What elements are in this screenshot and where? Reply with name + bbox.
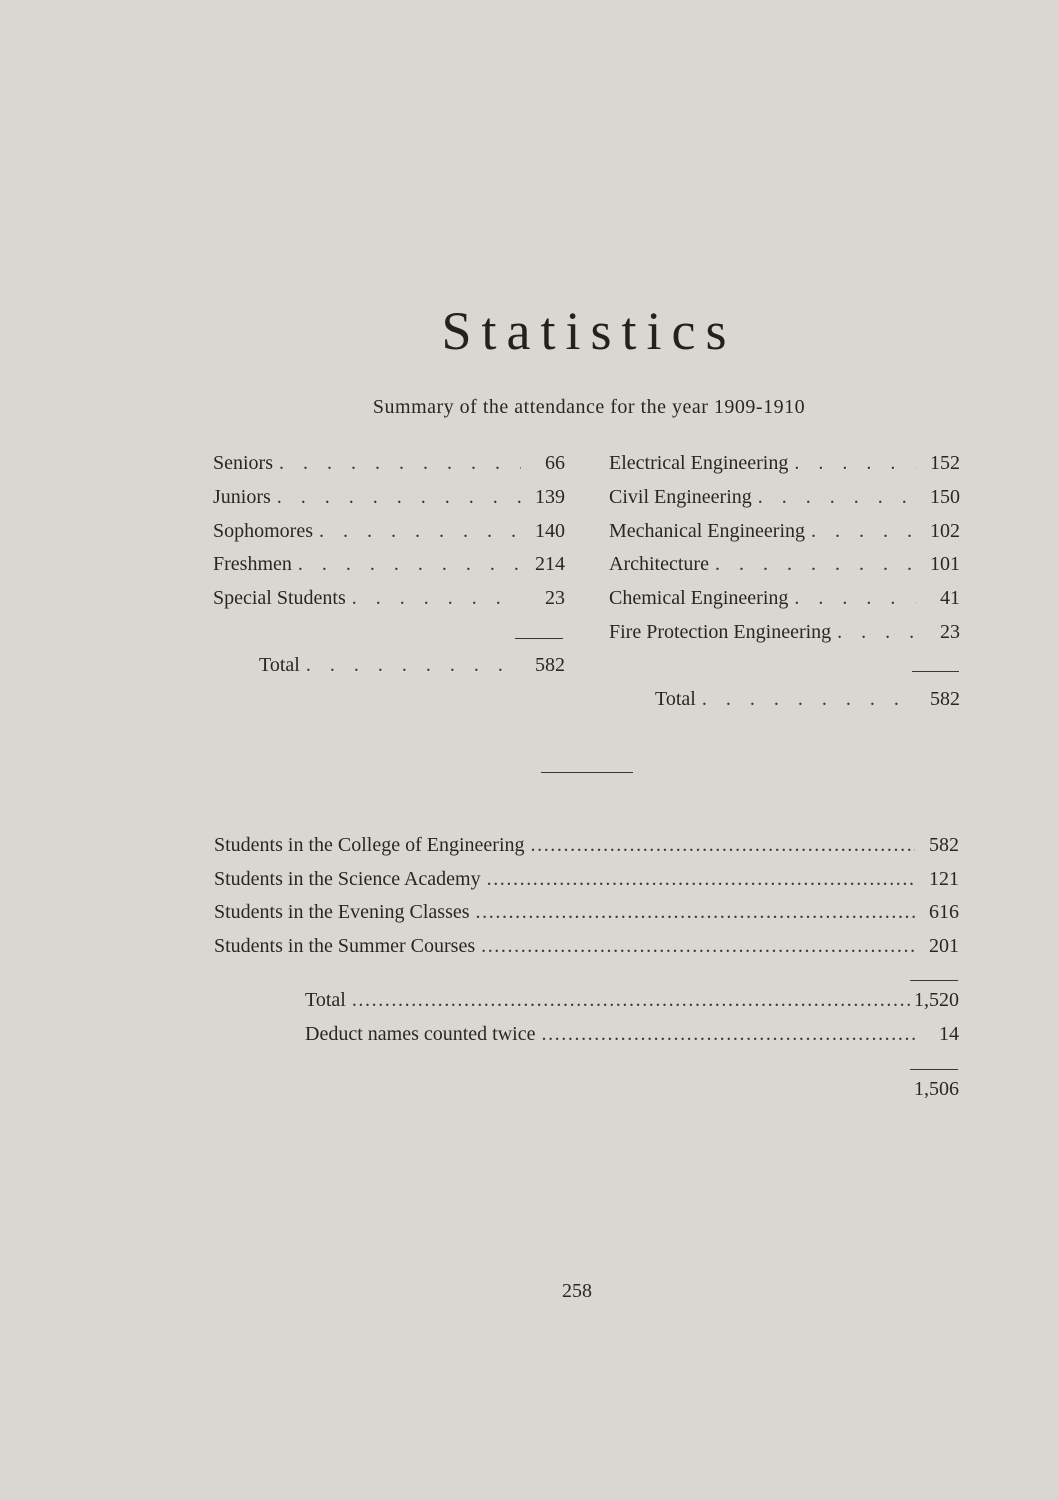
row-label: Seniors <box>213 452 273 474</box>
total-row <box>259 654 565 684</box>
page-title: Statistics <box>441 301 737 361</box>
table-row <box>609 621 960 651</box>
table-row <box>609 587 960 617</box>
leader-dots <box>273 452 521 475</box>
row-value: 616 <box>929 901 959 923</box>
row-value: 102 <box>930 520 960 542</box>
row-value: 121 <box>929 868 959 890</box>
total-label: Total <box>305 989 346 1011</box>
net-total-row <box>860 1078 959 1108</box>
table-row <box>213 452 565 482</box>
leader-dots <box>709 553 916 576</box>
section-divider <box>541 772 633 773</box>
row-value: 152 <box>930 452 960 474</box>
leader-dots <box>300 654 521 677</box>
leader-dots <box>752 486 916 509</box>
row-value: 140 <box>535 520 565 542</box>
table-row <box>609 452 960 482</box>
row-label: Architecture <box>609 553 709 575</box>
leader-dots <box>346 587 521 610</box>
row-value: 201 <box>929 935 959 957</box>
leader-dots <box>788 452 916 475</box>
table-row <box>609 553 960 583</box>
leader-dots <box>525 834 916 857</box>
leader-dots <box>788 587 916 610</box>
net-total-value: 1,506 <box>914 1078 959 1100</box>
leader-dots <box>696 688 916 711</box>
leader-dots <box>535 1023 915 1046</box>
deduct-row <box>305 1023 959 1053</box>
sum-rule <box>910 980 958 981</box>
row-label: Special Students <box>213 587 346 609</box>
total-label: Total <box>259 654 300 676</box>
row-label: Students in the College of Engineering <box>214 834 525 856</box>
leader-dots <box>805 520 916 543</box>
row-label: Sophomores <box>213 520 313 542</box>
leader-dots <box>475 935 915 958</box>
table-row <box>609 486 960 516</box>
row-label: Fire Protection Engineering <box>609 621 832 643</box>
total-value: 582 <box>535 654 565 676</box>
table-row <box>213 486 565 516</box>
row-value: 66 <box>545 452 565 474</box>
row-label: Students in the Evening Classes <box>214 901 470 923</box>
table-row <box>213 553 565 583</box>
deduct-value: 14 <box>939 1023 959 1045</box>
total-value: 1,520 <box>914 989 959 1011</box>
leader-dots <box>271 486 521 509</box>
table-row <box>214 834 959 864</box>
row-label: Students in the Science Academy <box>214 868 481 890</box>
row-label: Freshmen <box>213 553 292 575</box>
leader-dots <box>481 868 915 891</box>
row-label: Juniors <box>213 486 271 508</box>
table-row <box>214 868 959 898</box>
row-value: 582 <box>929 834 959 856</box>
page-subtitle: Summary of the attendance for the year 1909-1910 <box>372 396 806 418</box>
leader-dots <box>292 553 521 576</box>
total-row <box>305 989 959 1019</box>
table-row <box>214 901 959 931</box>
row-label: Chemical Engineering <box>609 587 789 609</box>
row-value: 41 <box>940 587 960 609</box>
total-label: Total <box>655 688 696 710</box>
row-value: 23 <box>940 621 960 643</box>
total-row <box>655 688 960 718</box>
row-label: Mechanical Engineering <box>609 520 806 542</box>
table-row <box>214 935 959 965</box>
leader-dots <box>831 621 916 644</box>
row-value: 139 <box>535 486 565 508</box>
leader-dots <box>470 901 915 924</box>
table-row <box>609 520 960 550</box>
leader-dots <box>346 989 910 1012</box>
page-number: 258 <box>562 1280 592 1302</box>
table-row <box>213 520 565 550</box>
sum-rule <box>515 638 563 639</box>
row-label: Electrical Engineering <box>609 452 789 474</box>
sum-rule <box>910 1069 958 1070</box>
row-label: Civil Engineering <box>609 486 752 508</box>
row-label: Students in the Summer Courses <box>214 935 476 957</box>
row-value: 23 <box>545 587 565 609</box>
row-value: 214 <box>535 553 565 575</box>
total-value: 582 <box>930 688 960 710</box>
row-value: 150 <box>930 486 960 508</box>
table-row <box>213 587 565 617</box>
row-value: 101 <box>930 553 960 575</box>
leader-dots <box>313 520 521 543</box>
sum-rule <box>912 671 959 672</box>
deduct-label: Deduct names counted twice <box>305 1023 536 1045</box>
